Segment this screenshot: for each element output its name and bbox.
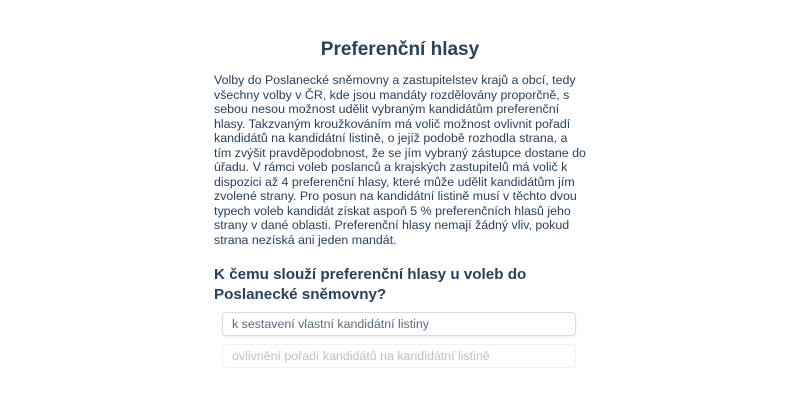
intro-paragraph: Volby do Poslanecké sněmovny a zastupitelstev krajů a obcí, tedy všechny volby v ČR, kde jsou mandáty rozdělovány proporčně, s sebou nesou možnost udělit vybraným kandidátům preferenční hlasy. Takzvaným kroužkováním má volič možnost ovlivnit pořadí kandidátů na kandidátní listině, o jejíž podobě rozhodla strana, a tím zvýšit pravděpodobnost, že se jím vybraný zástupce dostane do úřadu. V rámci voleb poslanců a krajských zastupitelů má volič k dispozici až 4 preferenční hlasy, které může udělit kandidátům jím zvolené strany. Pro posun na kandidátní listině musí v těchto dvou typech voleb kandidát získat aspoň 5 % preferenčních hlasů jeho strany v dané oblasti. Preferenční hlasy nemají žádný vliv, pokud strana nezíská ani jeden mandát. <box>214 73 586 247</box>
answer-option-2[interactable]: ovlivnění pořadí kandidátů na kandidátní listině <box>222 344 576 368</box>
page-title: Preferenční hlasy <box>320 39 480 60</box>
question-heading: K čemu slouží preferenční hlasy u voleb do Poslanecké sněmovny? <box>214 266 527 303</box>
answer-option-1[interactable]: k sestavení vlastní kandidátní listiny <box>222 312 576 336</box>
